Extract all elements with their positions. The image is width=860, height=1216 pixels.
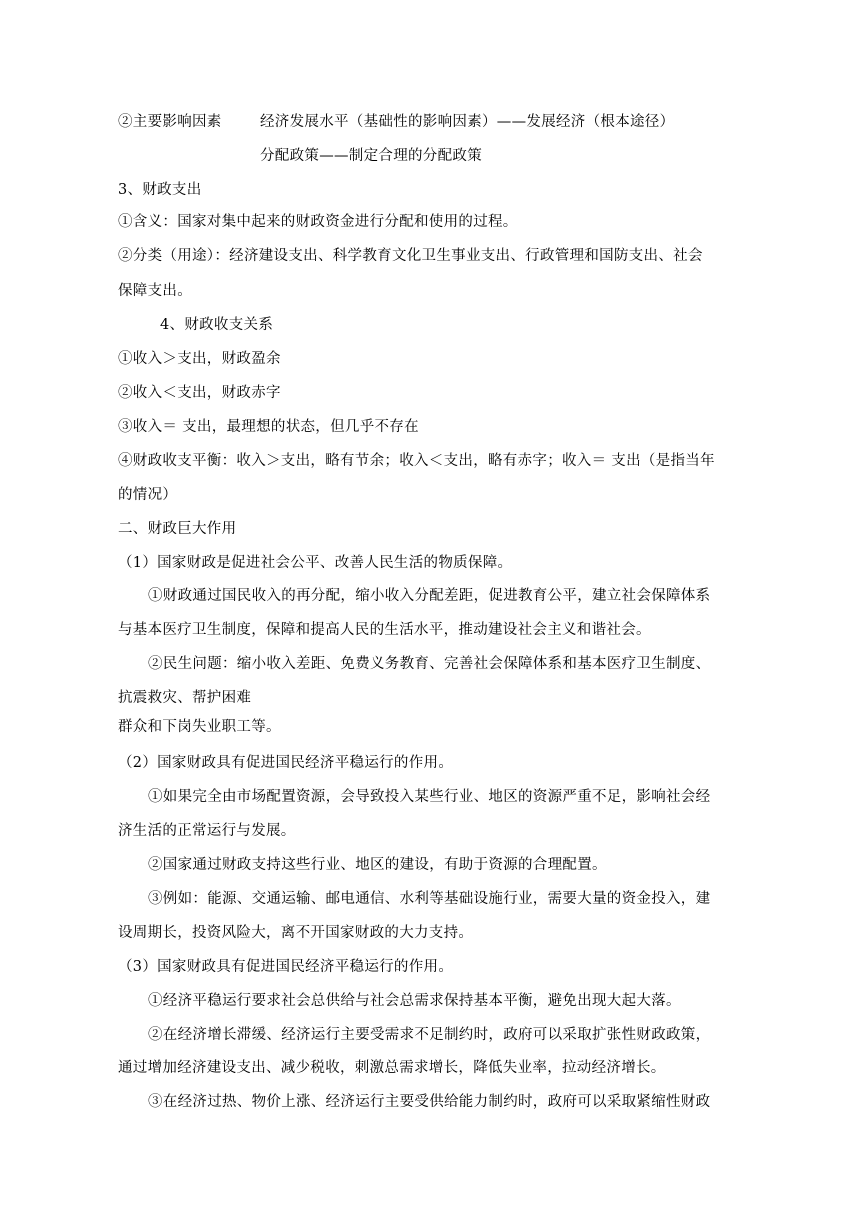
section-heading-roles: 二、财政巨大作用 [118, 521, 237, 537]
balance-deficit: ②收入＜支出，财政赤字 [118, 385, 281, 401]
influence-factor-economy: 经济发展水平（基础性的影响因素）——发展经济（根本途径） [260, 114, 675, 130]
role-3-point-2-cont: 通过增加经济建设支出、减少税收，刺激总需求增长，降低失业率，拉动经济增长。 [118, 1060, 666, 1076]
section-heading-expenditure: 3、财政支出 [118, 182, 202, 198]
role-3-point-2: ②在经济增长滞缓、经济运行主要受需求不足制约时，政府可以采取扩张性财政政策， [148, 1027, 711, 1043]
influence-factor-distribution: 分配政策——制定合理的分配政策 [260, 148, 482, 164]
balance-equilibrium-cont: 的情况） [118, 487, 178, 503]
balance-equal: ③收入＝ 支出，最理想的状态，但几乎不存在 [118, 419, 419, 435]
influence-factors-line [118, 112, 675, 132]
role-2-point-1-cont: 济生活的正常运行与发展。 [118, 823, 296, 839]
expenditure-classification-cont: 保障支出。 [118, 283, 192, 299]
role-2-point-3-cont: 设周期长，投资风险大，离不开国家财政的大力支持。 [118, 925, 474, 941]
section-heading-balance: 4、财政收支关系 [160, 317, 274, 333]
role-1-heading: （1）国家财政是促进社会公平、改善人民生活的物质保障。 [118, 555, 513, 571]
role-3-point-1: ①经济平稳运行要求社会总供给与社会总需求保持基本平衡，避免出现大起大落。 [148, 993, 681, 1009]
influence-factors-label: ②主要影响因素 [118, 114, 222, 130]
role-2-point-1: ①如果完全由市场配置资源，会导致投入某些行业、地区的资源严重不足，影响社会经 [148, 789, 711, 805]
balance-surplus: ①收入＞支出，财政盈余 [118, 351, 281, 367]
role-3-heading: （3）国家财政具有促进国民经济平稳运行的作用。 [118, 959, 454, 975]
role-1-point-1: ①财政通过国民收入的再分配，缩小收入分配差距，促进教育公平，建立社会保障体系 [148, 588, 711, 604]
expenditure-definition: ①含义：国家对集中起来的财政资金进行分配和使用的过程。 [118, 214, 518, 230]
role-2-heading: （2）国家财政具有促进国民经济平稳运行的作用。 [118, 755, 454, 771]
role-2-point-3: ③例如：能源、交通运输、邮电通信、水利等基础设施行业，需要大量的资金投入，建 [148, 891, 711, 907]
expenditure-classification: ②分类（用途）：经济建设支出、科学教育文化卫生事业支出、行政管理和国防支出、社会 [118, 248, 703, 264]
role-1-point-2-cont2: 群众和下岗失业职工等。 [118, 719, 281, 735]
balance-equilibrium: ④财政收支平衡：收入＞支出，略有节余；收入＜支出，略有赤字；收入＝ 支出（是指当年 [118, 453, 715, 469]
role-3-point-3: ③在经济过热、物价上涨、经济运行主要受供给能力制约时，政府可以采取紧缩性财政 [148, 1094, 711, 1110]
role-2-point-2: ②国家通过财政支持这些行业、地区的建设，有助于资源的合理配置。 [148, 857, 607, 873]
role-1-point-2: ②民生问题：缩小收入差距、免费义务教育、完善社会保障体系和基本医疗卫生制度、 [148, 656, 711, 672]
role-1-point-2-cont: 抗震救灾、帮护困难 [118, 690, 252, 706]
role-1-point-1-cont: 与基本医疗卫生制度，保障和提高人民的生活水平，推动建设社会主义和谐社会。 [118, 622, 651, 638]
